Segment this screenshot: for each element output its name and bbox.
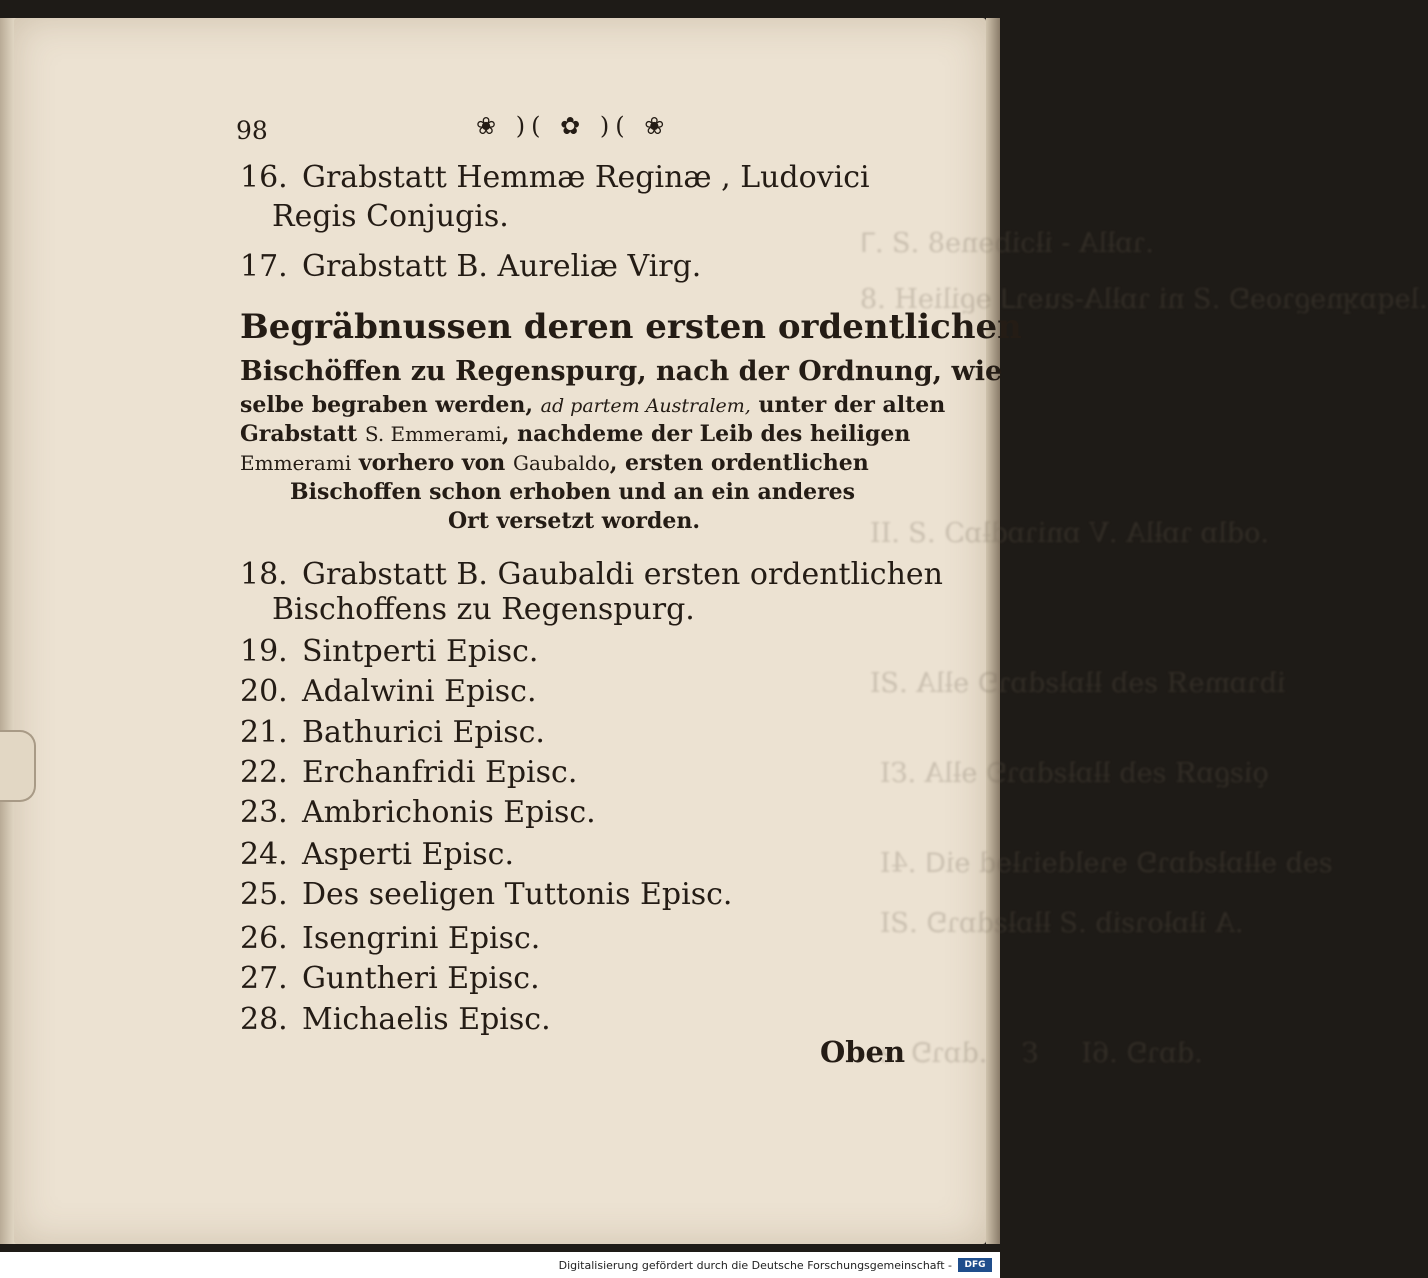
- show-through-text: ƨɘb ɘƚƚɒƚƨdɒɿ⅁ ɘɿɘldɘiɿƚɘd ɘiᗡ .4I: [880, 848, 1333, 879]
- heading-text: Grabstatt: [240, 421, 358, 447]
- heading-italic-text: ad partem Australem,: [540, 395, 751, 417]
- heading-roman-text: S. Emmerami: [364, 422, 502, 446]
- heading-line: Bischoffen schon erhoben und an ein anderes: [290, 479, 856, 505]
- entry-number: 19.: [240, 634, 288, 669]
- entry-number: 20.: [240, 674, 288, 709]
- entry-number: 22.: [240, 755, 288, 790]
- list-item: [240, 634, 539, 669]
- entry-text: Regis Conjugis.: [272, 199, 509, 234]
- entry-text: Michaelis Episc.: [302, 1002, 551, 1037]
- heading-line: [240, 452, 869, 474]
- entry-17: [240, 249, 702, 284]
- show-through-text: .ɿɒƚlA - iƚɔibɘnɘ8 .Ƨ .ꓶ: [860, 228, 1154, 259]
- list-item: [240, 715, 545, 750]
- header-ornament: ❀ )( ✿ )( ❀: [476, 112, 671, 140]
- entry-number: 24.: [240, 837, 288, 872]
- entry-18: [240, 557, 943, 592]
- entry-number: 17.: [240, 249, 288, 284]
- heading-roman-text: Emmerami: [240, 451, 352, 475]
- entry-text: Adalwini Episc.: [302, 674, 537, 709]
- show-through-text: .dɒɿ⅁ .6I Ɛ .dɒɿ⅁ .ƨ: [880, 1038, 1203, 1069]
- entry-number: 25.: [240, 877, 288, 912]
- dfg-logo: DFG: [958, 1258, 992, 1272]
- heading-roman-text: Gaubaldo: [512, 451, 610, 475]
- show-through-text: .A iƚɒƚoɿƨib .Ƨ ƚƚɒƚƨdɒɿ⅁ .ƧI: [880, 908, 1244, 939]
- entry-number: 21.: [240, 715, 288, 750]
- entry-text: Des seeligen Tuttonis Episc.: [302, 877, 733, 912]
- entry-16-continued: [272, 199, 509, 234]
- entry-text: Grabstatt Hemmæ Reginæ , Ludovici: [302, 160, 870, 195]
- list-item: [240, 674, 537, 709]
- heading-line: [240, 423, 910, 445]
- entry-text: Bischoffens zu Regenspurg.: [272, 592, 695, 627]
- entry-text: Isengrini Episc.: [302, 921, 541, 956]
- entry-text: Grabstatt B. Aureliæ Virg.: [302, 249, 702, 284]
- heading-text: , nachdeme der Leib des heiligen: [501, 421, 911, 447]
- footer-bar: [0, 1252, 1000, 1278]
- entry-text: Ambrichonis Episc.: [302, 795, 596, 830]
- entry-number: 27.: [240, 961, 288, 996]
- heading-text: , ersten ordentlichen: [609, 450, 869, 476]
- heading-line: Begräbnussen deren ersten ordentlichen: [240, 307, 1022, 347]
- catchword: Oben: [820, 1035, 906, 1069]
- entry-number: 26.: [240, 921, 288, 956]
- entry-text: Grabstatt B. Gaubaldi ersten ordentlichen: [302, 557, 943, 592]
- entry-number: 28.: [240, 1002, 288, 1037]
- entry-16: [240, 160, 870, 195]
- list-item: [240, 877, 733, 912]
- show-through-text: .lɘqɒʞnɘϱɿoɘ⅁ .Ƨ ni ɿɒƚlA-ꙅuɘɿ⅃ ɘϱiliɘH .8: [860, 284, 1428, 315]
- heading-line: [240, 394, 945, 416]
- heading-line: Ort versetzt worden.: [448, 508, 701, 534]
- footer-credit: Digitalisierung gefördert durch die Deutsche Forschungsgemeinschaft -: [558, 1259, 952, 1272]
- entry-text: Bathurici Episc.: [302, 715, 545, 750]
- list-item: [240, 921, 541, 956]
- page-clip: [0, 730, 36, 802]
- list-item: [240, 1002, 551, 1037]
- heading-text: selbe begraben werden,: [240, 392, 533, 418]
- list-item: [240, 837, 514, 872]
- list-item: [240, 961, 540, 996]
- entry-text: Guntheri Episc.: [302, 961, 540, 996]
- list-item: [240, 795, 596, 830]
- entry-18-continued: [272, 592, 695, 627]
- show-through-text: ǫiƨϱɒЯ ƨɘb ƚƚɒƚƨdɒɿ⅁ ɘƚlA .ƐI: [880, 758, 1269, 789]
- show-through-text: ibɿɒmɘЯ ƨɘb ƚƚɒƚƨdɒɿ⅁ ɘƚlA .ꙄI: [870, 668, 1286, 699]
- page-number: 98: [236, 116, 268, 145]
- entry-text: Erchanfridi Episc.: [302, 755, 578, 790]
- show-through-text: .odlɒ ɿɒƚlA .V ɒniɿɒdƚɒƆ .Ƨ .II: [870, 518, 1269, 549]
- list-item: [240, 755, 578, 790]
- heading-text: unter der alten: [758, 392, 946, 418]
- heading-line: Bischöffen zu Regenspurg, nach der Ordnung, wie: [240, 356, 1003, 387]
- entry-text: Asperti Episc.: [302, 837, 514, 872]
- entry-text: Sintperti Episc.: [302, 634, 539, 669]
- entry-number: 18.: [240, 557, 288, 592]
- heading-text: vorhero von: [358, 450, 506, 476]
- entry-number: 16.: [240, 160, 288, 195]
- entry-number: 23.: [240, 795, 288, 830]
